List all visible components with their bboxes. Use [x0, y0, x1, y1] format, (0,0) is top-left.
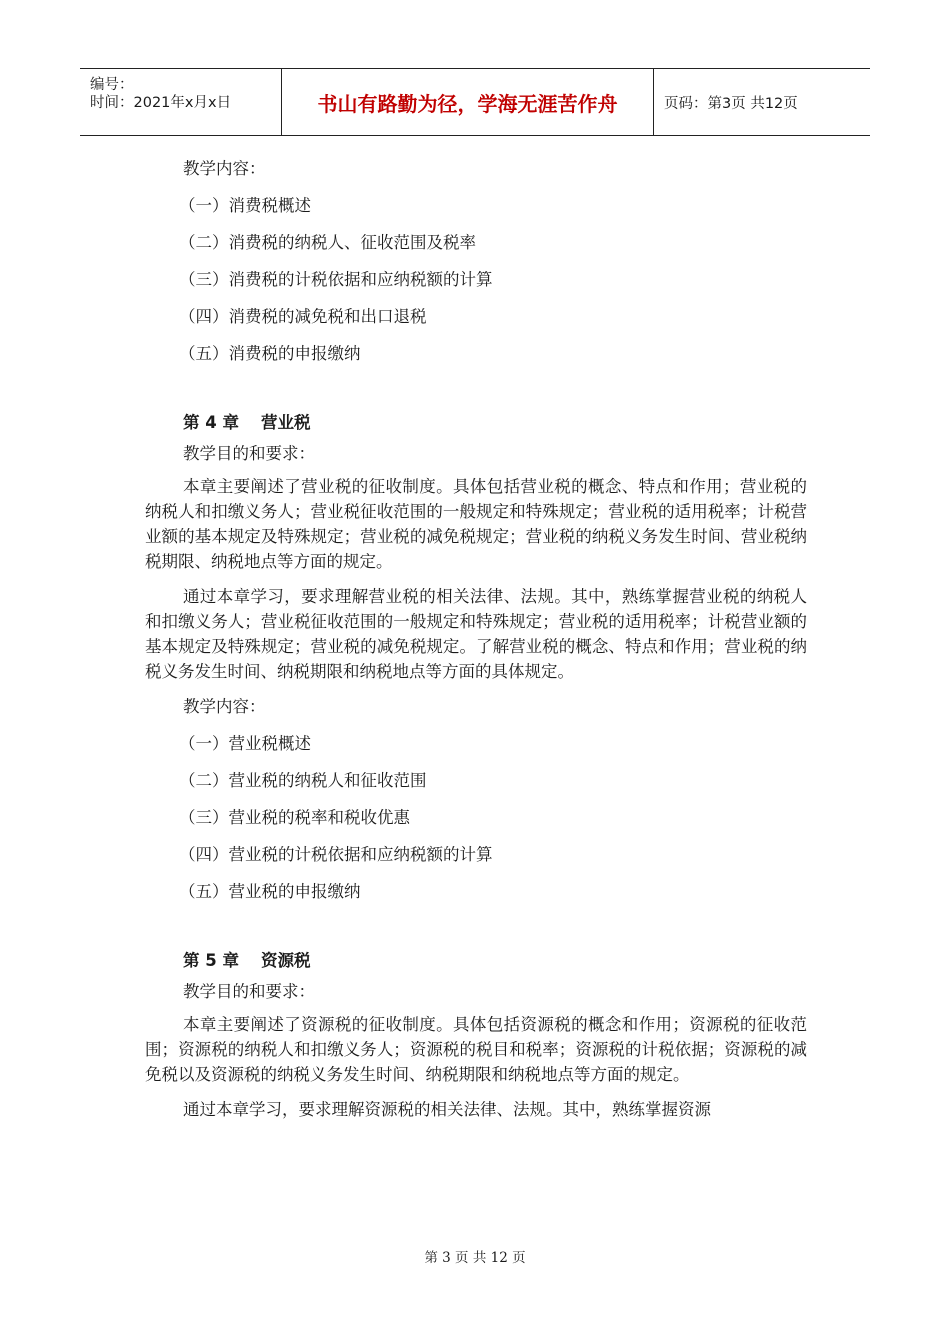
list-item: （五）营业税的申报缴纳: [179, 882, 361, 901]
date-label: 时间：2021年x月x日: [90, 95, 232, 111]
chapter-4-heading: [145, 410, 807, 435]
list-item: （一）营业税概述: [179, 734, 311, 753]
page-header: [80, 68, 870, 136]
chapter-number: 第 5 章: [183, 951, 239, 970]
list-item: （四）营业税的计税依据和应纳税额的计算: [179, 845, 493, 864]
list-item: （三）消费税的计税依据和应纳税额的计算: [179, 270, 493, 289]
teaching-content-label: 教学内容：: [183, 697, 266, 716]
goal-label: 教学目的和要求：: [183, 982, 315, 1001]
chapter-title: 资源税: [260, 951, 311, 970]
page-footer: 第 3 页 共 12 页: [424, 1250, 526, 1266]
paragraph: 通过本章学习，要求理解资源税的相关法律、法规。其中，熟练掌握资源: [183, 1100, 711, 1119]
paragraph: 本章主要阐述了资源税的征收制度。具体包括资源税的概念和作用；资源税的征收范围；资源税的纳税人和扣缴义务人；资源税的税目和税率；资源税的计税依据；资源税的减免税以及资源税的纳税义务发生时间、纳税期限和纳税地点等方面的规定。: [145, 1015, 807, 1084]
goal-label: 教学目的和要求：: [183, 444, 315, 463]
list-item: （五）消费税的申报缴纳: [179, 344, 361, 363]
list-item: （三）营业税的税率和税收优惠: [179, 808, 410, 827]
header-meta-cell: [80, 69, 282, 135]
document-body: [145, 156, 807, 1132]
paragraph: 本章主要阐述了营业税的征收制度。具体包括营业税的概念、特点和作用；营业税的纳税人和扣缴义务人；营业税征收范围的一般规定和特殊规定；营业税的适用税率；计税营业额的基本规定及特殊规定；营业税的减免税规定；营业税的纳税义务发生时间、营业税纳税期限、纳税地点等方面的规定。: [145, 477, 807, 571]
chapter-5-heading: [145, 948, 807, 973]
chapter-number: 第 4 章: [183, 413, 239, 432]
serial-number-label: 编号：: [90, 77, 134, 93]
header-motto: 书山有路勤为径，学海无涯苦作舟: [282, 69, 654, 135]
list-item: （二）消费税的纳税人、征收范围及税率: [179, 233, 476, 252]
list-item: （一）消费税概述: [179, 196, 311, 215]
paragraph: 通过本章学习，要求理解营业税的相关法律、法规。其中，熟练掌握营业税的纳税人和扣缴义务人；营业税征收范围的一般规定和特殊规定；营业税的适用税率；计税营业额的基本规定及特殊规定；营业税的减免税规定。了解营业税的概念、特点和作用；营业税的纳税义务发生时间、纳税期限和纳税地点等方面的具体规定。: [145, 587, 807, 681]
chapter-title: 营业税: [260, 413, 311, 432]
list-item: （四）消费税的减免税和出口退税: [179, 307, 427, 326]
header-page-info: 页码：第3页 共12页: [664, 95, 798, 112]
list-item: （二）营业税的纳税人和征收范围: [179, 771, 427, 790]
teaching-content-label: 教学内容：: [183, 159, 266, 178]
